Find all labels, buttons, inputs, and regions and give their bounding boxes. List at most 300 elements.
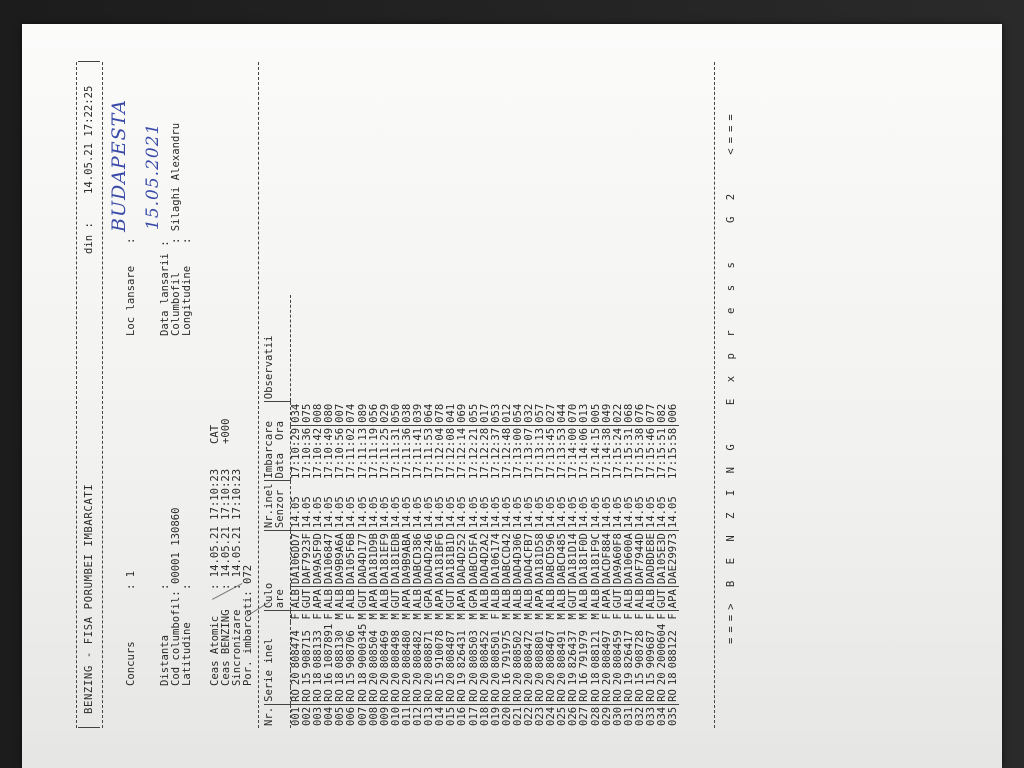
serie-year: 16 [578, 672, 591, 686]
row-nr: 020 [500, 706, 513, 726]
ora: 17:11:13 [356, 427, 369, 479]
culoare: APA [457, 587, 468, 611]
culoare: GUT [391, 587, 402, 611]
row-nr: 033 [645, 706, 657, 726]
serie-number: 808487 [445, 630, 458, 669]
table-row [346, 296, 357, 729]
sex: F [489, 613, 502, 620]
observatii: 041 [446, 402, 457, 426]
serie-country: RO [613, 687, 624, 704]
sex: M [389, 613, 402, 620]
ora: 17:10:29 [290, 427, 302, 479]
serie-year: 18 [589, 672, 602, 686]
serie-number: 910078 [434, 630, 447, 669]
serie-country: RO [402, 687, 413, 704]
data: 14.05 [502, 481, 513, 531]
ora: 17:15:38 [633, 427, 646, 479]
col-culoare: Culo are [264, 531, 291, 611]
latitudine-value: : [181, 583, 193, 590]
serie-year: 20 [367, 672, 380, 686]
culoare: ALB [480, 587, 491, 611]
serie-number: 808459 [611, 630, 624, 669]
serie-year: 16 [500, 672, 513, 686]
serie-number: 808452 [478, 630, 491, 669]
table-row [579, 296, 590, 729]
culoare: GPA [424, 587, 435, 611]
row-nr: 015 [445, 706, 458, 726]
sex: M [378, 613, 391, 620]
boarding-sheet [74, 56, 974, 736]
nr-inel: DA181F0D [579, 531, 590, 587]
nr-inel: DA181BF6 [435, 531, 446, 587]
row-nr: 019 [489, 706, 502, 726]
data: 14.05 [668, 481, 679, 531]
nr-inel: DAD4D246 [424, 531, 435, 587]
serie-year: 18 [312, 672, 325, 686]
row-nr: 006 [345, 706, 358, 726]
serie-country: RO [457, 687, 468, 704]
nr-inel: DA10600A [624, 531, 635, 587]
sex: F [667, 613, 680, 620]
longitudine-value: : [181, 237, 193, 244]
col-nr-inel-senzor: Nr.inel Senzor [264, 481, 291, 531]
header-top-rule [76, 62, 77, 728]
ora: 17:13:53 [556, 427, 569, 479]
observatii: 013 [579, 402, 590, 426]
date-label: din : [83, 222, 95, 254]
serie-year: 18 [667, 672, 680, 686]
table-header-row [264, 296, 291, 729]
ora: 17:10:36 [301, 427, 314, 479]
ora: 17:14:38 [600, 427, 613, 479]
culoare: ALB [646, 587, 657, 611]
sex: F [645, 613, 657, 620]
observatii: 005 [591, 402, 602, 426]
row-nr: 002 [301, 706, 314, 726]
serie-country: RO [568, 687, 579, 704]
nr-inel: DA181EDB [391, 531, 402, 587]
observatii: 074 [346, 402, 357, 426]
data: 14.05 [635, 481, 646, 531]
sex: M [367, 613, 380, 620]
observatii: 017 [480, 402, 491, 426]
ora: 17:15:51 [656, 427, 669, 479]
serie-country: RO [413, 687, 424, 704]
serie-country: RO [502, 687, 513, 704]
sex: M [567, 613, 580, 620]
nr-inel: DA181D58 [535, 531, 546, 587]
row-nr: 027 [578, 706, 591, 726]
observatii: 056 [369, 402, 380, 426]
observatii: 078 [435, 402, 446, 426]
culoare: APA [668, 587, 679, 611]
ora: 17:11:41 [412, 427, 425, 479]
nr-inel: DABCD485 [557, 531, 568, 587]
data: 14.05 [513, 481, 524, 531]
ora: 17:14:06 [578, 427, 591, 479]
row-nr: 022 [522, 706, 535, 726]
observatii: 007 [335, 402, 346, 426]
observatii: 080 [324, 402, 335, 426]
serie-year: 20 [445, 672, 458, 686]
observatii: 022 [613, 402, 624, 426]
ora: 17:14:15 [589, 427, 602, 479]
sex: M [534, 613, 547, 620]
serie-number: 808498 [389, 630, 402, 669]
ceas-benzing-label: Ceas BENZING [220, 609, 232, 686]
table-body [291, 296, 680, 729]
serie-year: 20 [556, 672, 569, 686]
row-nr: 026 [567, 706, 580, 726]
data: 14.05 [524, 481, 535, 531]
sex: F [600, 613, 613, 620]
serie-year: 20 [489, 672, 502, 686]
serie-number: 808474 [290, 630, 302, 669]
ora: 17:11:36 [400, 427, 413, 479]
ora: 17:13:45 [545, 427, 558, 479]
serie-number: 808480 [400, 630, 413, 669]
data: 14.05 [413, 481, 424, 531]
nr-inel: DABCD5FA [469, 531, 480, 587]
serie-country: RO [380, 687, 391, 704]
serie-country: RO [346, 687, 357, 704]
por-imbarcati-label: Por. imbarcati: [242, 590, 254, 686]
serie-country: RO [358, 687, 369, 704]
row-nr: 029 [600, 706, 613, 726]
date-value: 14.05.21 17:22:25 [83, 85, 95, 194]
sex: M [511, 613, 524, 620]
serie-country: RO [335, 687, 346, 704]
header-right-bar [78, 61, 100, 62]
culoare: ALB [324, 587, 335, 611]
observatii: 075 [302, 402, 313, 426]
data: 14.05 [613, 481, 624, 531]
ora: 17:12:37 [489, 427, 502, 479]
serie-number: 908706 [345, 630, 358, 669]
observatii: 006 [668, 402, 679, 426]
data: 14.05 [579, 481, 590, 531]
serie-year: 20 [545, 672, 558, 686]
header-bottom-rule [102, 62, 103, 728]
ora: 17:11:19 [367, 427, 380, 479]
nr-inel: DA9B9A6A [335, 531, 346, 587]
serie-number: 808871 [423, 630, 436, 669]
serie-country: RO [602, 687, 613, 704]
culoare: ALB [591, 587, 602, 611]
culoare: ALB [346, 587, 357, 611]
nr-inel: DA106174 [491, 531, 502, 587]
por-imbarcati-value: 072 [242, 564, 254, 584]
row-nr: 009 [378, 706, 391, 726]
ora: 17:13:13 [534, 427, 547, 479]
table-row [668, 296, 679, 729]
nr-inel: DA106DD7 [291, 531, 303, 587]
culoare: APA [535, 587, 546, 611]
observatii: 054 [513, 402, 524, 426]
col-imbarcare: Imbarcare Data Ora [264, 402, 291, 481]
serie-number: 908715 [301, 630, 314, 669]
ora: 17:13:00 [511, 427, 524, 479]
serie-country: RO [524, 687, 535, 704]
ora: 17:11:02 [345, 427, 358, 479]
data: 14.05 [380, 481, 391, 531]
header-left-bar [78, 727, 100, 728]
observatii: 055 [469, 402, 480, 426]
col-observatii: Observatii [264, 296, 291, 402]
data: 14.05 [657, 481, 668, 531]
nr-inel: DAF7944D [635, 531, 646, 587]
row-nr: 012 [412, 706, 425, 726]
serie-number: 808503 [467, 630, 480, 669]
culoare: APA [369, 587, 380, 611]
sex: F [323, 613, 336, 620]
observatii: 068 [624, 402, 635, 426]
observatii: 029 [380, 402, 391, 426]
data: 14.05 [591, 481, 602, 531]
columbofil-value: : Silaghi Alexandru [170, 122, 182, 244]
serie-country: RO [535, 687, 546, 704]
serie-country: RO [469, 687, 480, 704]
culoare: GUT [568, 587, 579, 611]
serie-year: 18 [356, 672, 369, 686]
nr-inel: DACDF884 [602, 531, 613, 587]
observatii: 034 [291, 402, 303, 426]
data: 14.05 [624, 481, 635, 531]
data: 14.05 [491, 481, 502, 531]
data: 14.05 [302, 481, 313, 531]
serie-number: 808469 [378, 630, 391, 669]
ora: 17:12:14 [456, 427, 469, 479]
data-lansarii-handwritten: 15.05.2021 [143, 122, 163, 230]
sex: M [500, 613, 513, 620]
serie-country: RO [513, 687, 524, 704]
ora: 17:10:49 [323, 427, 336, 479]
observatii: 050 [391, 402, 402, 426]
distanta-label: Distanta [159, 634, 171, 686]
serie-number: 808472 [522, 630, 535, 669]
serie-country: RO [313, 687, 324, 704]
nr-inel: DAF7923F [302, 531, 313, 587]
serie-country: RO [579, 687, 590, 704]
culoare: ALB [624, 587, 635, 611]
row-nr: 023 [534, 706, 547, 726]
serie-year: 19 [622, 672, 635, 686]
row-nr: 003 [312, 706, 325, 726]
serie-country: RO [591, 687, 602, 704]
data: 14.05 [391, 481, 402, 531]
sex: M [412, 613, 425, 620]
row-nr: 010 [389, 706, 402, 726]
data: 14.05 [335, 481, 346, 531]
nr-inel: DA9B9ABA [402, 531, 413, 587]
serie-year: 20 [534, 672, 547, 686]
data: 14.05 [546, 481, 557, 531]
nr-inel: DA9A60F8 [613, 531, 624, 587]
culoare: ALB [291, 587, 303, 611]
data: 14.05 [346, 481, 357, 531]
ora: 17:15:31 [622, 427, 635, 479]
serie-country: RO [668, 687, 679, 704]
serie-country: RO [324, 687, 335, 704]
row-nr: 035 [667, 706, 680, 726]
row-nr: 013 [423, 706, 436, 726]
nr-inel: DABCCD42 [502, 531, 513, 587]
sex: M [556, 613, 569, 620]
loc-handwritten: BUDAPESTA [108, 99, 130, 232]
data: 14.05 [535, 481, 546, 531]
concurs-label: Concurs [125, 641, 137, 686]
row-nr: 008 [367, 706, 380, 726]
culoare: ALB [557, 587, 568, 611]
serie-year: 19 [456, 672, 469, 686]
serie-year: 20 [611, 672, 624, 686]
sex: M [522, 613, 535, 620]
serie-year: 20 [600, 672, 613, 686]
serie-number: 1087891 [323, 623, 336, 669]
row-nr: 034 [656, 706, 669, 726]
serie-year: 20 [423, 672, 436, 686]
nr-inel: DA181F9C [591, 531, 602, 587]
row-nr: 004 [323, 706, 336, 726]
table-row [591, 296, 602, 729]
observatii: 076 [635, 402, 646, 426]
sheet-title: BENZING - FISA PORUMBEI IMBARCATI [83, 483, 95, 714]
serie-number: 088122 [667, 630, 680, 669]
row-nr: 030 [611, 706, 624, 726]
serie-year: 15 [434, 672, 447, 686]
observatii: 053 [491, 402, 502, 426]
data: 14.05 [424, 481, 435, 531]
data: 14.05 [402, 481, 413, 531]
observatii: 057 [535, 402, 546, 426]
culoare: ALB [579, 587, 590, 611]
culoare: APA [602, 587, 613, 611]
culoare: APA [402, 587, 413, 611]
sex: M [423, 613, 436, 620]
serie-year: 15 [301, 672, 314, 686]
serie-country: RO [291, 687, 303, 704]
sex: F [345, 613, 358, 620]
data: 14.05 [480, 481, 491, 531]
serie-number: 808467 [545, 630, 558, 669]
serie-year: 20 [656, 672, 669, 686]
culoare: ALB [635, 587, 646, 611]
culoare: ALB [413, 587, 424, 611]
sex: M [400, 613, 413, 620]
observatii: 012 [502, 402, 513, 426]
sex: F [633, 613, 646, 620]
nr-inel: DAD4D177 [358, 531, 369, 587]
serie-number: 808491 [556, 630, 569, 669]
culoare: ALB [380, 587, 391, 611]
serie-country: RO [491, 687, 502, 704]
data: 14.05 [324, 481, 335, 531]
nr-inel: DA181D9B [369, 531, 380, 587]
row-nr: 016 [456, 706, 469, 726]
culoare: GPA [469, 587, 480, 611]
ora: 17:12:08 [445, 427, 458, 479]
serie-year: 20 [290, 672, 302, 686]
loc-value: : [125, 237, 137, 244]
observatii: 077 [646, 402, 657, 426]
culoare: ALB [335, 587, 346, 611]
serie-country: RO [391, 687, 402, 704]
culoare: ALB [546, 587, 557, 611]
serie-number: 826437 [567, 630, 580, 669]
ceas-benzing-value: : 14.05.21 17:10:23 [220, 468, 232, 590]
serie-number: 791979 [578, 630, 591, 669]
cod-label: Cod columbofil: [170, 590, 182, 686]
ceas-atomic-value: : 14.05.21 17:10:23 [209, 468, 221, 590]
nr-inel: DADBDE8E [646, 531, 657, 587]
nr-inel: DA181D14 [568, 531, 579, 587]
footer-text: ===> B E N Z I N G E x p r e s s G 2 <=== [725, 109, 737, 644]
data: 14.05 [469, 481, 480, 531]
observatii: 008 [313, 402, 324, 426]
sex: M [578, 613, 591, 620]
ora: 17:10:56 [334, 427, 347, 479]
latitudine-label: Latitudine [181, 622, 193, 686]
distanta-value: : [159, 583, 171, 590]
data: 14.05 [358, 481, 369, 531]
sex: M [434, 613, 447, 620]
data: 14.05 [313, 481, 324, 531]
footer-rule [714, 62, 715, 728]
serie-country: RO [302, 687, 313, 704]
serie-country: RO [557, 687, 568, 704]
row-nr: 001 [290, 706, 302, 726]
row-nr: 032 [633, 706, 646, 726]
nr-inel: DAE29973 [668, 531, 679, 587]
ora: 17:15:24 [611, 427, 624, 479]
observatii: 064 [424, 402, 435, 426]
serie-country: RO [424, 687, 435, 704]
pigeon-table [264, 296, 679, 729]
serie-number: 826431 [456, 630, 469, 669]
ora: 17:13:07 [522, 427, 535, 479]
serie-number: 791975 [500, 630, 513, 669]
data: 14.05 [568, 481, 579, 531]
sex: M [445, 613, 458, 620]
culoare: ALB [513, 587, 524, 611]
ora: 17:11:25 [378, 427, 391, 479]
nr-inel: DA181B1D [446, 531, 457, 587]
serie-country: RO [446, 687, 457, 704]
ora: 17:15:46 [645, 427, 657, 479]
sex: F [622, 613, 635, 620]
nr-inel: DABCD386 [413, 531, 424, 587]
serie-number: 088130 [334, 630, 347, 669]
nr-inel: DA9A5F9D [313, 531, 324, 587]
sincronizare-label: Sincronizare [231, 609, 243, 686]
serie-year: 16 [323, 672, 336, 686]
sex: F [301, 613, 314, 620]
serie-country: RO [546, 687, 557, 704]
table-row [358, 296, 369, 729]
serie-number: 808482 [412, 630, 425, 669]
concurs-value: : 1 [125, 570, 137, 590]
culoare: GUT [657, 587, 668, 611]
data: 14.05 [435, 481, 446, 531]
serie-number: 088121 [589, 630, 602, 669]
culoare: APA [435, 587, 446, 611]
data: 14.05 [291, 481, 303, 531]
culoare: ALB [524, 587, 535, 611]
cod-value: 00001 130860 [170, 507, 182, 584]
serie-country: RO [435, 687, 446, 704]
sincronizare-value: : 14.05.21 17:10:23 [231, 468, 243, 590]
serie-year: 15 [645, 672, 657, 686]
